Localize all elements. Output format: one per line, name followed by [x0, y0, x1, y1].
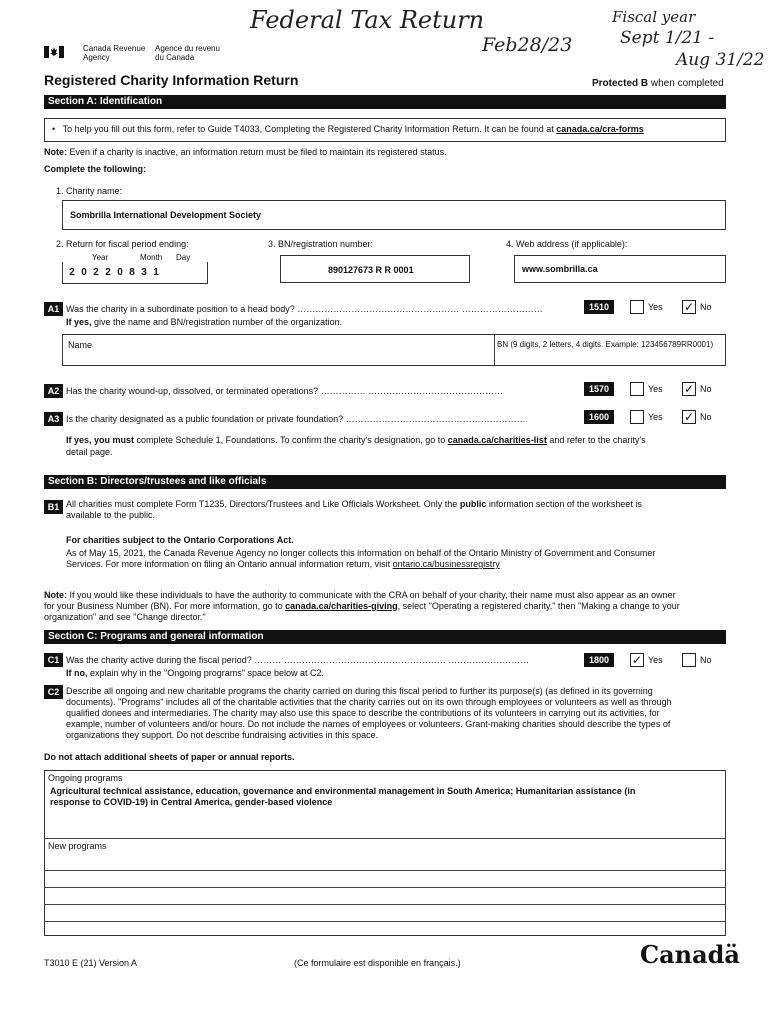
c1-yes-label: Yes [648, 655, 663, 665]
no-attach-note: Do not attach additional sheets of paper or annual reports. [44, 752, 295, 762]
head-body-field[interactable] [62, 334, 726, 366]
form-title: Registered Charity Information Return [44, 72, 299, 88]
c2-text-4: example, number of volunteers and/or hours. Do not include the names of employees or volunteers. Grant-making charities should describe the types of [66, 719, 671, 729]
a3-yes-label: Yes [648, 412, 663, 422]
agency-name-fr-2: du Canada [155, 53, 195, 62]
new-programs-line-3 [44, 904, 726, 905]
fiscal-period-label: 2. Return for fiscal period ending: [56, 239, 189, 249]
a1-yes-checkbox[interactable] [630, 300, 644, 314]
a1-code: 1510 [584, 300, 614, 314]
a2-yes-label: Yes [648, 384, 663, 394]
fiscal-date-digits: 2 0 2 2 0 8 3 1 [69, 267, 159, 278]
c2-text-2: documents). "Programs" includes all of the charitable activities that the charity carries out on its own through employees or volunteers as well as through [66, 697, 672, 707]
protected-label: Protected B when completed [592, 78, 724, 89]
ontario-registry-link[interactable]: ontario.ca/businessregistry [392, 559, 500, 569]
guide-info-text: • To help you fill out this form, refer to Guide T4033, Completing the Registered Charity Information Return. It can be found at canada.ca/cra-forms [52, 124, 644, 134]
charity-name-value: Sombrilla International Development Society [70, 210, 262, 220]
a2-no-label: No [700, 384, 712, 394]
agency-name-fr: Agence du revenu [155, 44, 220, 53]
c2-text-1: Describe all ongoing and new charitable programs the charity carried on during this fiscal period to further its purpose(s) (as defined in its governing [66, 686, 653, 696]
a3-no-checkbox[interactable]: ✓ [683, 410, 695, 424]
a3-tag: A3 [44, 412, 63, 426]
a1-yes-label: Yes [648, 302, 663, 312]
year-label: Year [92, 253, 109, 262]
a3-note: If yes, you must complete Schedule 1, Foundations. To confirm the charity's designation, go to canada.ca/charities-list and refer to the charity's [66, 435, 646, 445]
agency-name-en-2: Agency [83, 53, 110, 62]
a1-no-label: No [700, 302, 712, 312]
agency-name-en: Canada Revenue [83, 44, 146, 53]
a2-no-checkbox[interactable]: ✓ [683, 382, 695, 396]
ongoing-programs-label: Ongoing programs [48, 773, 123, 783]
ontario-text-1: As of May 15, 2021, the Canada Revenue Agency no longer collects this information on behalf of the Ontario Ministry of Government and Consumer [66, 548, 656, 558]
a3-note-2: detail page. [66, 447, 113, 457]
handwritten-date: Feb28/23 [482, 34, 573, 56]
form-version: T3010 E (21) Version A [44, 958, 138, 968]
a1-question: Was the charity in a subordinate position to a head body? ……………………………………………… ……………………… [66, 304, 543, 314]
c1-no-checkbox[interactable] [682, 653, 696, 667]
c2-text-5: organizations they support. Do not describe fundraising activities in this space. [66, 730, 379, 740]
handwritten-fiscal-end: Aug 31/22 [676, 50, 765, 70]
programs-divider [44, 838, 726, 839]
french-availability: (Ce formulaire est disponible en français.) [294, 958, 461, 968]
cra-forms-link[interactable]: canada.ca/cra-forms [556, 124, 644, 134]
c1-code: 1800 [584, 653, 614, 667]
a1-tag: A1 [44, 302, 63, 316]
charities-giving-link[interactable]: canada.ca/charities-giving [285, 601, 398, 611]
day-label: Day [176, 253, 191, 262]
a2-yes-checkbox[interactable] [630, 382, 644, 396]
section-b-heading: Section B: Directors/trustees and like officials [44, 475, 726, 489]
c1-no-label: No [700, 655, 712, 665]
new-programs-label: New programs [48, 841, 107, 851]
new-programs-line-1 [44, 870, 726, 871]
ongoing-programs-text-2: response to COVID-19) in Central America, gender-based violence [50, 797, 333, 807]
section-b-note-2: for your Business Number (BN). For more information, go to canada.ca/charities-giving, select "Operating a registered charity," then "Making a change to your [44, 601, 680, 611]
section-b-note-3: organization" and see "Change director." [44, 612, 206, 622]
a3-question: Is the charity designated as a public foundation or private foundation? …………………………………………………… [66, 414, 526, 424]
a3-no-label: No [700, 412, 712, 422]
b1-text-2: available to the public. [66, 510, 156, 520]
ontario-heading: For charities subject to the Ontario Corporations Act. [66, 535, 294, 545]
handwritten-fiscal-start: Sept 1/21 - [620, 28, 715, 48]
bn-label: 3. BN/registration number: [268, 239, 374, 249]
c1-yes-checkbox[interactable]: ✓ [631, 653, 643, 667]
charities-list-link[interactable]: canada.ca/charities-list [447, 435, 547, 445]
canada-flag-icon [44, 46, 64, 58]
ongoing-programs-text-1: Agricultural technical assistance, education, governance and environmental management in South America; Humanitarian assistance (in [50, 786, 636, 796]
section-a-heading: Section A: Identification [44, 95, 726, 109]
b1-text: All charities must complete Form T1235, Directors/Trustees and Like Officials Worksheet. Only the public information section of the worksheet is [66, 499, 642, 509]
web-value: www.sombrilla.ca [522, 264, 598, 274]
head-body-bn-label: BN (9 digits, 2 letters, 4 digits. Example: 123456789RR0001) [497, 340, 714, 349]
complete-following: Complete the following: [44, 164, 146, 174]
a3-code: 1600 [584, 410, 614, 424]
canada-wordmark: Canadä [640, 940, 740, 969]
head-body-name-label: Name [68, 340, 93, 350]
section-a-note: Note: Even if a charity is inactive, an information return must be filed to maintain its registered status. [44, 147, 447, 157]
c1-subtext: If no, explain why in the "Ongoing programs" space below at C2. [66, 668, 325, 678]
c1-tag: C1 [44, 653, 63, 667]
handwritten-fiscal-label: Fiscal year [612, 8, 696, 26]
a1-subtext: If yes, give the name and BN/registration number of the organization. [66, 317, 343, 327]
c1-question: Was the charity active during the fiscal period? ……… ……………………………………………… ……………………… [66, 655, 530, 665]
head-body-divider [494, 334, 495, 366]
ontario-text-2: Services. For more information on filing an Ontario annual information return, visit ontario.ca/businessregistry [66, 559, 500, 569]
new-programs-line-2 [44, 887, 726, 888]
month-label: Month [140, 253, 163, 262]
handwritten-title: Federal Tax Return [250, 6, 485, 34]
charity-name-label: 1. Charity name: [56, 186, 123, 196]
a2-code: 1570 [584, 382, 614, 396]
c2-tag: C2 [44, 685, 63, 699]
a3-yes-checkbox[interactable] [630, 410, 644, 424]
web-label: 4. Web address (if applicable): [506, 239, 628, 249]
a1-no-checkbox[interactable]: ✓ [683, 300, 695, 314]
a2-tag: A2 [44, 384, 63, 398]
new-programs-line-4 [44, 921, 726, 922]
a2-question: Has the charity wound-up, dissolved, or terminated operations? …………… ……………………………………… [66, 386, 504, 396]
bn-value: 890127673 R R 0001 [328, 265, 414, 275]
section-c-heading: Section C: Programs and general information [44, 630, 726, 644]
b1-tag: B1 [44, 500, 63, 514]
c2-text-3: qualified donees and intermediaries. The charity may also use this space to describe the contributions of its volunteers in carrying out its activities, for [66, 708, 660, 718]
section-b-note-1: Note: If you would like these individuals to have the authority to communicate with the CRA on behalf of your charity, their name must also appear as an owner [44, 590, 676, 600]
